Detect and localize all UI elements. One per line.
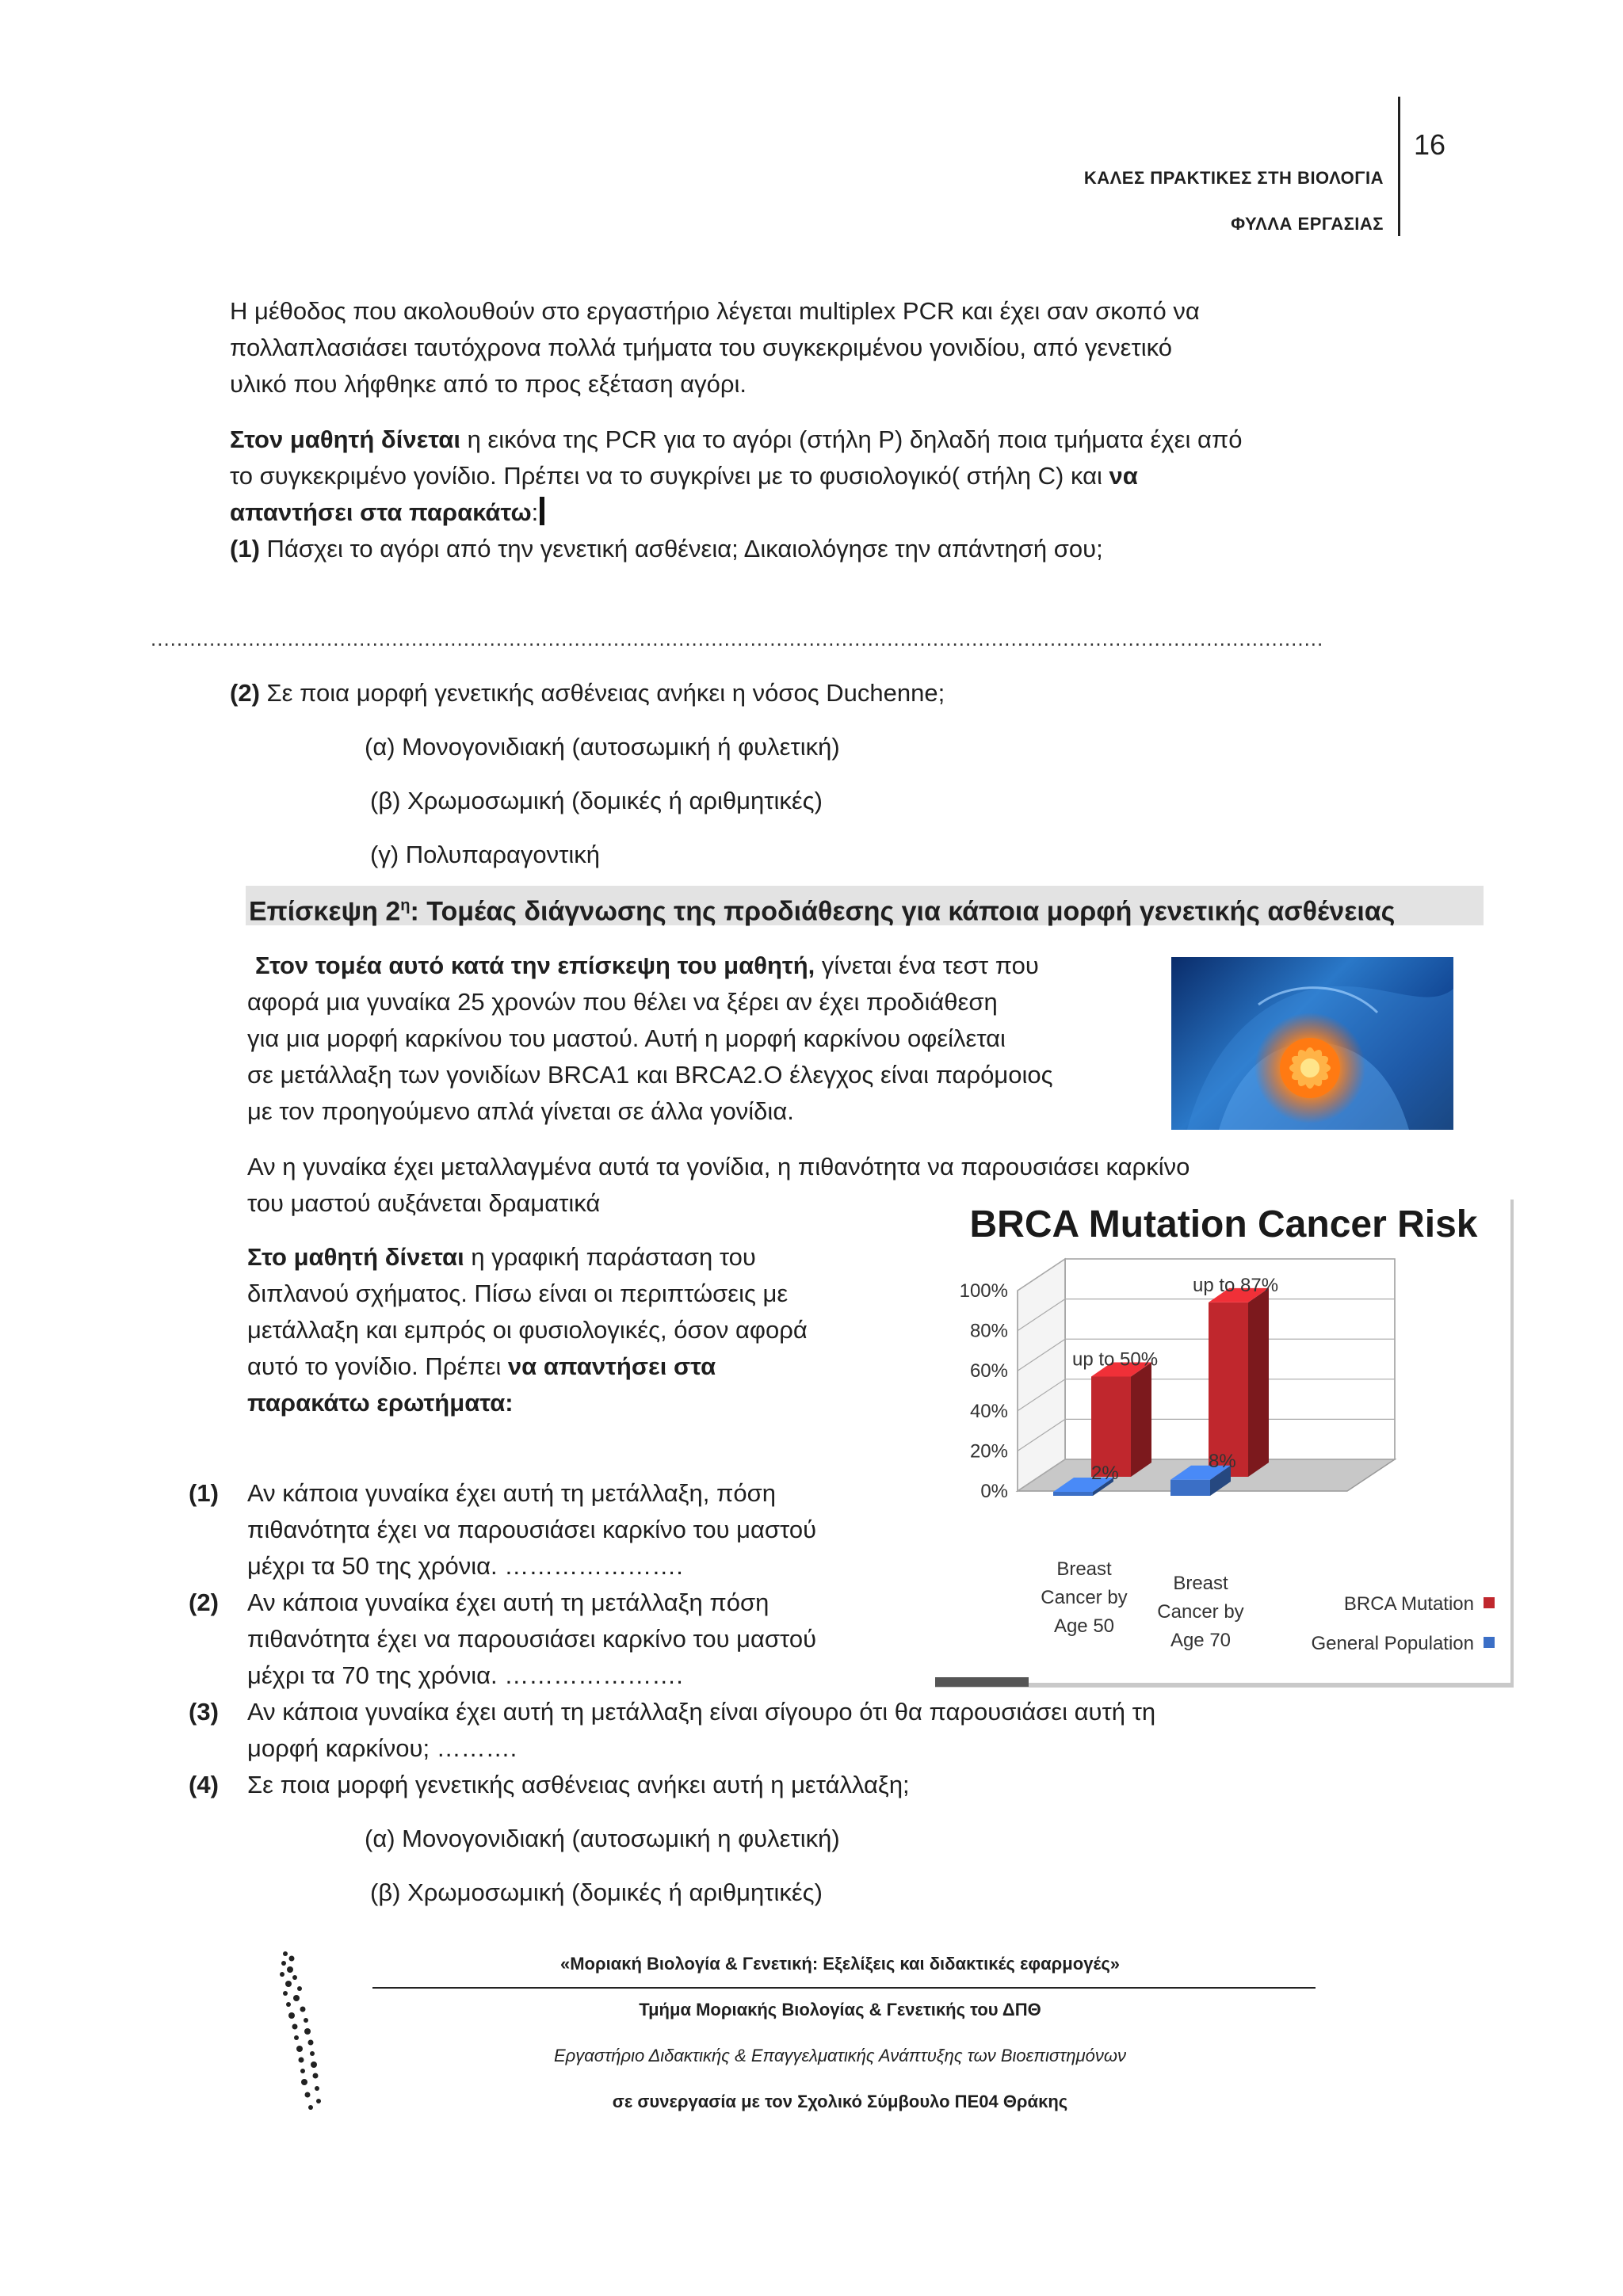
footer-department: Τμήμα Μοριακής Βιολογίας & Γενετικής του ΔΠΘ [639, 2000, 1041, 2019]
y-tick-label: 100% [959, 1280, 1008, 1302]
question-text: Αν κάποια γυναίκα έχει αυτή τη μετάλλαξη πόση [247, 1589, 769, 1616]
header-subtitle: ΦΥΛΛΑ ΕΡΓΑΣΙΑΣ [1231, 214, 1384, 234]
chart-side-wall [1018, 1259, 1065, 1491]
population-bar-front [1170, 1480, 1210, 1496]
visit2-line: για μια μορφή καρκίνου του μαστού. Αυτή η μορφή καρκίνου οφείλεται [247, 1024, 1006, 1052]
question-number: (2) [189, 1589, 219, 1616]
header-divider [1398, 97, 1400, 236]
visit2-line: με τον προηγούμενο απλά γίνεται σε άλλα γονίδια. [247, 1097, 794, 1125]
footer-lab: Εργαστήριο Διδακτικής & Επαγγελματικής Ανάπτυξης των Βιοεπιστημόνων [553, 2046, 1127, 2065]
header-title: ΚΑΛΕΣ ΠΡΑΚΤΙΚΕΣ ΣΤΗ ΒΙΟΛΟΓΙΑ [1083, 168, 1384, 188]
mutation-bar-side [1131, 1363, 1151, 1478]
heading-sup: η [400, 897, 411, 914]
y-tick-label: 80% [969, 1320, 1008, 1342]
task1-text: : [531, 498, 539, 526]
legend-swatch [1484, 1597, 1495, 1608]
data-label: 8% [1209, 1450, 1236, 1472]
task1-text: η εικόνα της PCR για το αγόρι (στήλη P) δηλαδή ποια τμήματα έχει από [460, 425, 1243, 453]
risk-line: Αν η γυναίκα έχει μεταλλαγμένα αυτά τα γονίδια, η πιθανότητα να παρουσιάσει καρκίνο [247, 1153, 1190, 1180]
footer-divider [372, 1987, 1316, 1989]
visit2-line: σε μετάλλαξη των γονιδίων BRCA1 και BRCA2.Ο έλεγχος είναι παρόμοιος [247, 1061, 1053, 1089]
y-tick-label: 20% [969, 1440, 1008, 1463]
x-category-label: Breast [1056, 1558, 1112, 1580]
x-category-label: Age 70 [1170, 1630, 1232, 1651]
page-number: 16 [1414, 128, 1446, 161]
question-number: (1) [189, 1479, 219, 1507]
population-bar-front [1053, 1492, 1093, 1496]
question-number: (4) [189, 1771, 219, 1798]
question-number: (2) [230, 679, 260, 707]
option-c: (γ) Πολυπαραγοντική [370, 841, 601, 868]
task2-text: η γραφική παράσταση του [464, 1243, 756, 1271]
task2-text: αυτό το γονίδιο. Πρέπει [247, 1352, 508, 1380]
footer-title: «Μοριακή Βιολογία & Γενετική: Εξελίξεις και διδακτικές εφαρμογές» [559, 1954, 1121, 1974]
task2-line [247, 1239, 756, 1276]
task1-line [230, 494, 544, 531]
question-text: μέχρι τα 50 της χρόνια. …………………. [247, 1552, 683, 1580]
question-text: Σε ποια μορφή γενετικής ασθένειας ανήκει η νόσος Duchenne; [259, 679, 945, 707]
y-tick-label: 0% [980, 1481, 1008, 1502]
y-tick-label: 60% [969, 1360, 1008, 1383]
question-number: (3) [189, 1698, 219, 1726]
chart-title: BRCA Mutation Cancer Risk [969, 1203, 1478, 1245]
chart-plot [935, 1199, 1512, 1687]
task1-line [230, 458, 1138, 494]
legend-label: General Population [1311, 1633, 1474, 1654]
visit2-line [255, 948, 1039, 984]
y-tick-label: 40% [969, 1400, 1008, 1422]
task2-bold: Στο μαθητή δίνεται [247, 1243, 464, 1271]
task2-line: διπλανού σχήματος. Πίσω είναι οι περιπτώσεις με [247, 1280, 789, 1307]
intro-line: υλικό που λήφθηκε από το προς εξέταση αγόρι. [230, 370, 747, 398]
text-cursor [540, 497, 544, 525]
section-heading [246, 886, 1484, 925]
question-text: Πάσχει το αγόρι από την γενετική ασθένεια; Δικαιολόγησε την απάντησή σου; [259, 535, 1103, 563]
question-text: Αν κάποια γυναίκα έχει αυτή τη μετάλλαξη είναι σίγουρο ότι θα παρουσιάσει αυτή τη [247, 1698, 1156, 1726]
task1-bold: Στον μαθητή δίνεται [230, 425, 460, 453]
x-category-label: Age 50 [1053, 1615, 1115, 1637]
data-label: 2% [1091, 1462, 1119, 1484]
data-label: up to 87% [1193, 1274, 1279, 1296]
x-category-label: Breast [1173, 1573, 1228, 1594]
task1-bold: απαντήσει στα παρακάτω [230, 498, 532, 526]
question-text: μορφή καρκίνου; ………. [247, 1734, 517, 1762]
visit2-line: αφορά μια γυναίκα 25 χρονών που θέλει να ξέρει αν έχει προδιάθεση [247, 988, 998, 1016]
footer-collaboration: σε συνεργασία με τον Σχολικό Σύμβουλο ΠΕ04 Θράκης [612, 2092, 1068, 2111]
task2-line: μετάλλαξη και εμπρός οι φυσιολογικές, όσον αφορά [247, 1316, 808, 1344]
task1-line [230, 421, 1243, 458]
option-b: (β) Χρωμοσωμική (δομικές ή αριθμητικές) [370, 1878, 823, 1906]
legend-swatch [1484, 1637, 1495, 1648]
option-b: (β) Χρωμοσωμική (δομικές ή αριθμητικές) [370, 787, 823, 814]
mutation-bar-side [1248, 1288, 1269, 1477]
question-1 [230, 531, 1103, 567]
task1-bold: να [1109, 462, 1138, 490]
task2-bold: να απαντήσει στα [507, 1352, 716, 1380]
visit2-bold: Στον τομέα αυτό κατά την επίσκεψη του μαθητή, [255, 952, 815, 979]
x-category-label: Cancer by [1157, 1601, 1244, 1623]
question-text: μέχρι τα 70 της χρόνια. …………………. [247, 1661, 683, 1689]
question-text: Αν κάποια γυναίκα έχει αυτή τη μετάλλαξη, πόση [247, 1479, 776, 1507]
task1-text: το συγκεκριμένο γονίδιο. Πρέπει να το συγκρίνει με το φυσιολογικό( στήλη C) και [230, 462, 1109, 490]
option-a: (α) Μονογονιδιακή (αυτοσωμική η φυλετική) [365, 1825, 840, 1852]
answer-line[interactable]: .................................................................................................................................................................................... [151, 627, 1324, 650]
breast-illustration-icon [1171, 957, 1453, 1130]
question-text: πιθανότητα έχει να παρουσιάσει καρκίνο του μαστού [247, 1625, 817, 1653]
x-category-label: Cancer by [1041, 1587, 1128, 1608]
visit2-text: γίνεται ένα τεστ που [815, 952, 1039, 979]
question-2 [230, 675, 945, 711]
heading-text: : Τομέας διάγνωσης της προδιάθεσης για κάποια μορφή γενετικής ασθένειας [410, 896, 1396, 927]
intro-line: πολλαπλασιάσει ταυτόχρονα πολλά τμήματα του συγκεκριμένου γονιδίου, από γενετικό [230, 334, 1172, 361]
intro-line: Η μέθοδος που ακολουθούν στο εργαστήριο λέγεται multiplex PCR και έχει σαν σκοπό να [230, 297, 1200, 325]
task2-line: παρακάτω ερωτήματα: [247, 1389, 514, 1417]
data-label: up to 50% [1072, 1348, 1159, 1371]
question-text: Σε ποια μορφή γενετικής ασθένειας ανήκει αυτή η μετάλλαξη; [247, 1771, 910, 1798]
breast-cancer-picture [1171, 957, 1453, 1130]
task2-line [247, 1348, 716, 1385]
heading-text: Επίσκεψη 2 [249, 896, 401, 927]
option-a: (α) Μονογονιδιακή (αυτοσωμική ή φυλετική) [365, 733, 840, 761]
question-number: (1) [230, 535, 260, 563]
legend-label: BRCA Mutation [1343, 1593, 1474, 1615]
question-text: πιθανότητα έχει να παρουσιάσει καρκίνο του μαστού [247, 1516, 817, 1543]
risk-line: του μαστού αυξάνεται δραματικά [247, 1189, 601, 1217]
